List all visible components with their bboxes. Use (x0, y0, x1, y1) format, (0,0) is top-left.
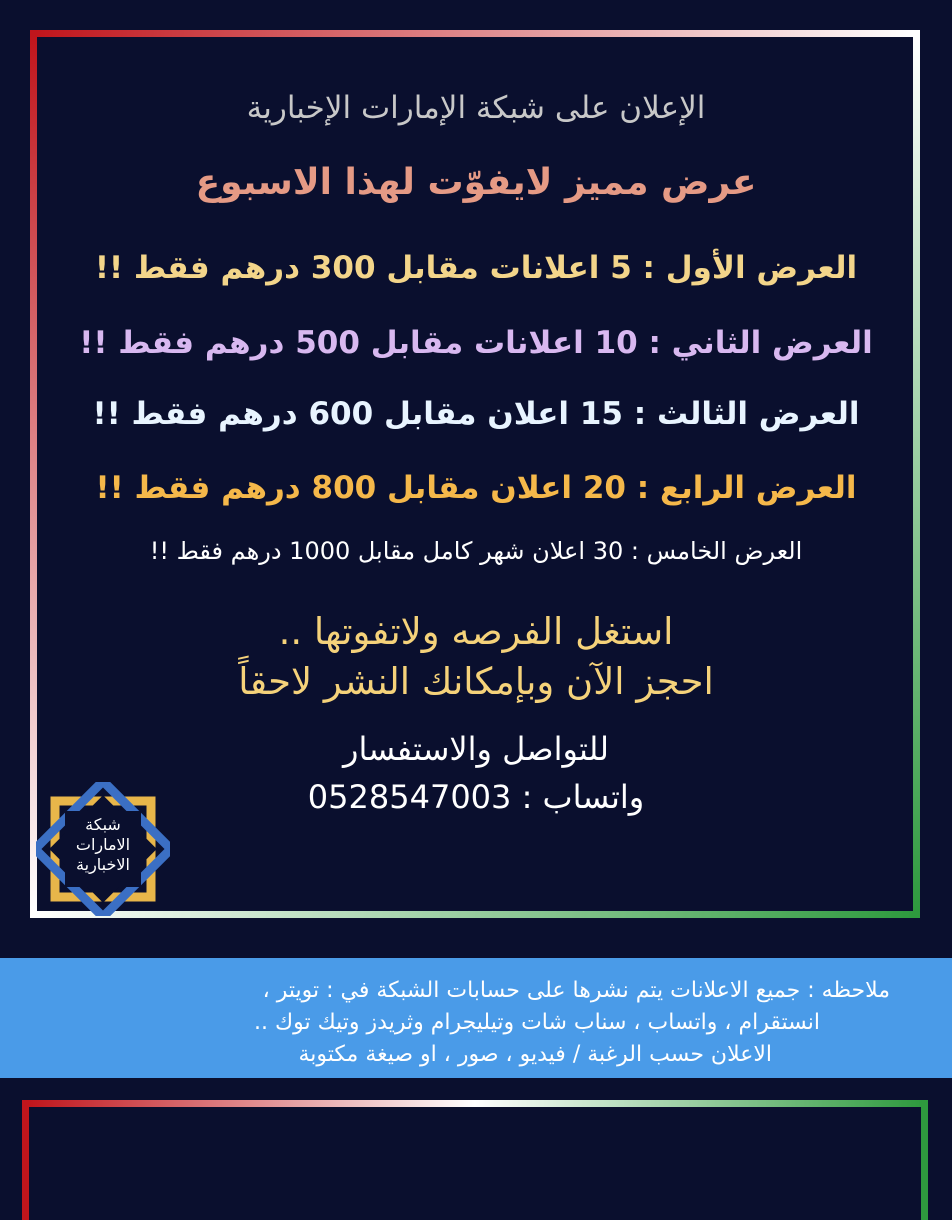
contact-heading: للتواصل والاستفسار (343, 730, 609, 768)
offer-3: العرض الثالث : 15 اعلان مقابل 600 درهم فقط !! (92, 396, 860, 432)
logo-line-1: شبكة (85, 815, 121, 834)
note-line-2: انستقرام ، واتساب ، سناب شات وتيليجرام وثريدز وتيك توك .. (254, 1010, 820, 1035)
note-line-1: ملاحظه : جميع الاعلانات يتم نشرها على حسابات الشبكة في : تويتر ، (262, 978, 890, 1003)
poster-title: الإعلان على شبكة الإمارات الإخبارية (246, 90, 706, 126)
logo-text (36, 815, 170, 875)
note-line-3: الاعلان حسب الرغبة / فيديو ، صور ، او صيغة مكتوبة (298, 1042, 772, 1067)
offer-1: العرض الأول : 5 اعلانات مقابل 300 درهم فقط !! (94, 250, 858, 286)
offer-5: العرض الخامس : 30 اعلان شهر كامل مقابل 1000 درهم فقط !! (149, 537, 803, 565)
cta-line-2: احجز الآن وبإمكانك النشر لاحقاً (238, 660, 714, 703)
logo-line-3: الاخبارية (76, 855, 130, 874)
logo-line-2: الامارات (75, 835, 131, 854)
poster-subtitle: عرض مميز لايفوّت لهذا الاسبوع (195, 162, 757, 203)
whatsapp-number: واتساب : 0528547003 (307, 778, 645, 816)
offer-4: العرض الرابع : 20 اعلان مقابل 800 درهم فقط !! (95, 470, 857, 506)
bottom-frame (22, 1100, 928, 1220)
cta-line-1: استغل الفرصه ولاتفوتها .. (278, 610, 674, 653)
offer-2: العرض الثاني : 10 اعلانات مقابل 500 درهم فقط !! (79, 325, 873, 361)
